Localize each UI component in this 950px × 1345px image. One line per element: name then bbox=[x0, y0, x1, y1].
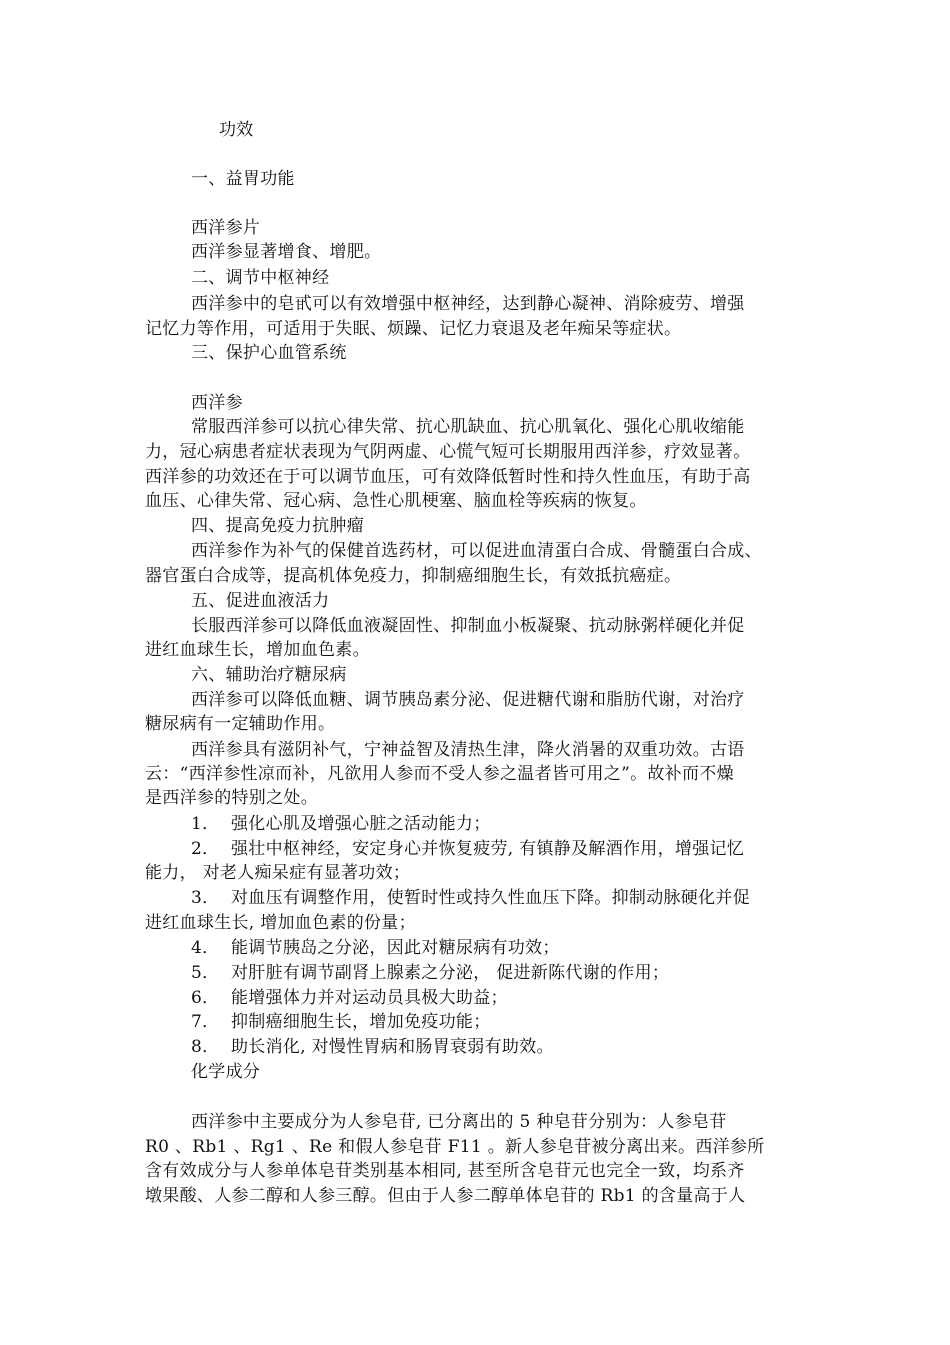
paragraph-line: 西洋参作为补气的保健首选药材，可以促进血清蛋白合成、骨髓蛋白合成、 bbox=[191, 541, 762, 561]
list-item-continuation: 进红血球生长, 增加血色素的份量； bbox=[145, 913, 416, 933]
list-text: 抑制癌细胞生长，增加免疫功能； bbox=[231, 1012, 491, 1032]
list-number: 4． bbox=[191, 938, 220, 958]
list-text: 能增强体力并对运动员具极大助益； bbox=[231, 988, 508, 1008]
list-item bbox=[191, 936, 560, 960]
paragraph-line: 糖尿病有一定辅助作用。 bbox=[145, 714, 336, 734]
section-heading: 一、益胃功能 bbox=[191, 169, 295, 189]
paragraph-line: 器官蛋白合成等，提高机体免疫力，抑制癌细胞生长，有效抵抗癌症。 bbox=[145, 566, 682, 586]
paragraph-line: 是西洋参的特别之处。 bbox=[145, 788, 318, 808]
section-heading: 六、辅助治疗糖尿病 bbox=[191, 665, 347, 685]
list-item-continuation: 能力， 对老人痴呆症有显著功效； bbox=[145, 863, 411, 883]
list-number: 8． bbox=[191, 1037, 220, 1057]
paragraph-line: 西洋参具有滋阴补气，宁神益智及清热生津，降火消暑的双重功效。古语 bbox=[191, 740, 745, 760]
paragraph-line: 云：“西洋参性凉而补，凡欲用人参而不受人参之温者皆可用之”。故补而不燥 bbox=[145, 764, 734, 784]
list-item bbox=[191, 1035, 554, 1059]
list-text: 能调节胰岛之分泌，因此对糖尿病有功效； bbox=[231, 938, 560, 958]
list-text: 强化心肌及增强心脏之活动能力； bbox=[231, 814, 491, 834]
list-item bbox=[191, 886, 750, 910]
paragraph-line: 力，冠心病患者症状表现为气阴两虚、心慌气短可长期服用西洋参，疗效显著。 bbox=[145, 442, 751, 462]
section-heading: 五、促进血液活力 bbox=[191, 591, 330, 611]
section-heading: 化学成分 bbox=[191, 1062, 261, 1082]
list-number: 3． bbox=[191, 888, 220, 908]
paragraph-line: 西洋参可以降低血糖、调节胰岛素分泌、促进糖代谢和脂肪代谢，对治疗 bbox=[191, 690, 745, 710]
list-number: 1． bbox=[191, 814, 220, 834]
paragraph-line: 墩果酸、人参二醇和人参三醇。但由于人参二醇单体皂苷的 Rb1 的含量高于人 bbox=[145, 1186, 746, 1206]
paragraph-line: 常服西洋参可以抗心律失常、抗心肌缺血、抗心肌氧化、强化心肌收缩能 bbox=[191, 417, 745, 437]
paragraph-line: 西洋参中主要成分为人参皂苷, 已分离出的 5 种皂苷分别为：人参皂苷 bbox=[191, 1112, 727, 1132]
list-number: 6． bbox=[191, 988, 220, 1008]
paragraph-line: 记忆力等作用，可适用于失眠、烦躁、记忆力衰退及老年痴呆等症状。 bbox=[145, 319, 682, 339]
paragraph-line: R0 、Rb1 、Rg1 、Re 和假人参皂苷 F11 。新人参皂苷被分离出来。西洋参所 bbox=[145, 1137, 765, 1157]
paragraph-line: 长服西洋参可以降低血液凝固性、抑制血小板凝聚、抗动脉粥样硬化并促 bbox=[191, 616, 745, 636]
section-heading: 三、保护心血管系统 bbox=[191, 343, 347, 363]
list-text: 助长消化, 对慢性胃病和肠胃衰弱有助效。 bbox=[231, 1037, 554, 1057]
list-text: 对血压有调整作用，使暂时性或持久性血压下降。抑制动脉硬化并促 bbox=[231, 888, 750, 908]
section-heading: 四、提高免疫力抗肿瘤 bbox=[191, 516, 364, 536]
list-item bbox=[191, 812, 491, 836]
list-item bbox=[191, 1010, 491, 1034]
list-item bbox=[191, 961, 669, 985]
doc-title: 功效 bbox=[219, 120, 254, 140]
list-number: 5． bbox=[191, 963, 220, 983]
list-item bbox=[191, 986, 508, 1010]
paragraph-line: 血压、心律失常、冠心病、急性心肌梗塞、脑血栓等疾病的恢复。 bbox=[145, 491, 647, 511]
section-heading: 二、调节中枢神经 bbox=[191, 268, 330, 288]
subsection-label: 西洋参 bbox=[191, 393, 243, 413]
paragraph-line: 西洋参显著增食、增肥。 bbox=[191, 242, 382, 262]
list-number: 7． bbox=[191, 1012, 220, 1032]
paragraph-line: 西洋参中的皂甙可以有效增强中枢神经，达到静心凝神、消除疲劳、增强 bbox=[191, 294, 745, 314]
paragraph-line: 含有效成分与人参单体皂苷类别基本相同, 甚至所含皂苷元也完全一致，均系齐 bbox=[145, 1161, 745, 1181]
list-item bbox=[191, 837, 744, 861]
list-number: 2． bbox=[191, 839, 220, 859]
subsection-label: 西洋参片 bbox=[191, 218, 261, 238]
list-text: 对肝脏有调节副肾上腺素之分泌， 促进新陈代谢的作用； bbox=[231, 963, 670, 983]
paragraph-line: 西洋参的功效还在于可以调节血压，可有效降低暂时性和持久性血压，有助于高 bbox=[145, 467, 751, 487]
list-text: 强壮中枢神经，安定身心并恢复疲劳, 有镇静及解酒作用，增强记忆 bbox=[231, 839, 745, 859]
paragraph-line: 进红血球生长，增加血色素。 bbox=[145, 640, 370, 660]
